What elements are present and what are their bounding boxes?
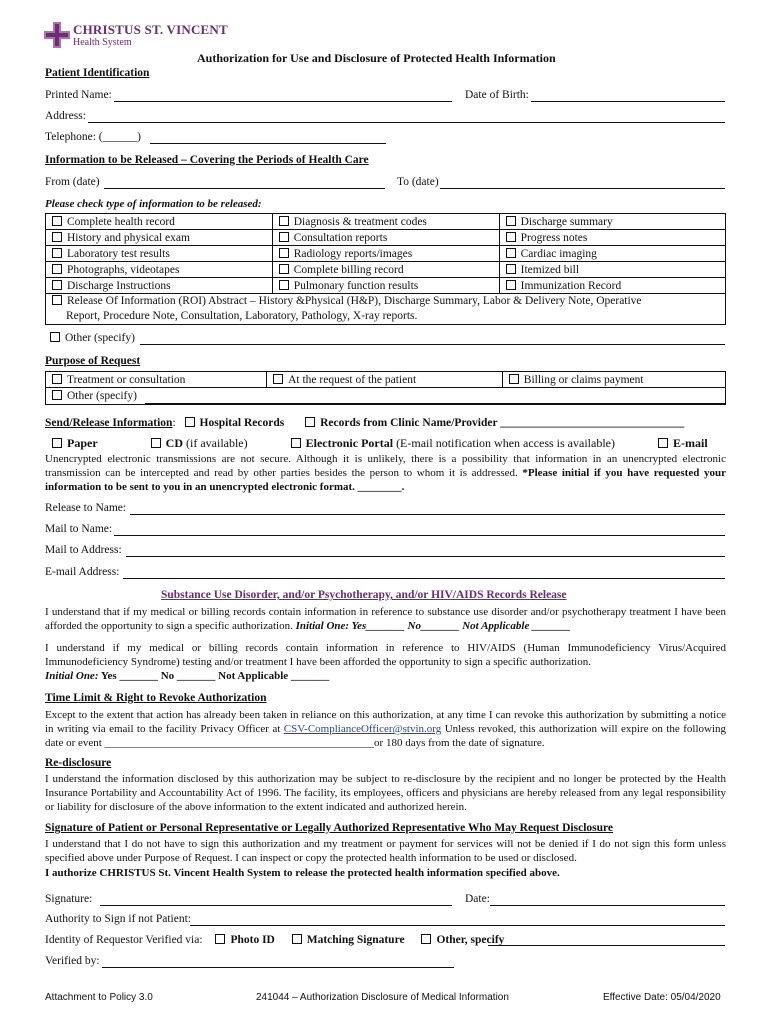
email-checkbox[interactable] [658,438,668,448]
checklist-option-label: Immunization Record [520,279,622,292]
checklist-row [46,246,726,262]
checkbox[interactable] [52,216,62,226]
identity-line [45,934,504,946]
send-label: Send/Release Information [45,417,173,429]
checkbox[interactable] [52,232,62,242]
checkbox[interactable] [506,264,516,274]
roi-cell[interactable] [46,294,726,325]
footer-effective-date: Effective Date: 05/04/2020 [603,992,721,1003]
checkbox[interactable] [52,295,62,305]
checklist-row [46,262,726,278]
info-heading: Information to be Released – Covering the Periods of Health Care [45,154,369,166]
printed-name-label: Printed Name: [45,89,112,101]
checkbox[interactable] [273,374,283,384]
telephone-label: Telephone: (______) [45,131,141,143]
checklist-option-label: Discharge Instructions [67,279,171,292]
redisclosure-paragraph: I understand the information disclosed by this authorization may be subject to re-disclosure by the recipient and no longer be protected by the Health Insurance Portability and Accountability Act of 1996. The facility, its employees, officers and physicians are hereby released from any legal responsibility or liability for disclosure of the above information to the extent indicated and authorized herein. [45,773,726,813]
checkbox[interactable] [279,248,289,258]
to-date-field[interactable] [440,188,725,189]
checklist-option-label: Complete health record [67,215,175,228]
privacy-officer-email-link[interactable]: CSV-ComplianceOfficer@stvin.org [283,723,442,735]
checklist-option-label: Cardiac imaging [520,247,597,260]
photo-id-label: Photo ID [230,934,275,946]
checklist-option-label: History and physical exam [67,231,190,244]
checklist-option-label: Photographs, videotapes [67,263,180,276]
email-address-label: E-mail Address: [45,566,120,578]
checkbox[interactable] [279,280,289,290]
matching-signature-label: Matching Signature [306,934,405,946]
portal-checkbox[interactable] [291,438,301,448]
authorize-statement: I authorize CHRISTUS St. Vincent Health System to release the protected health information specified above. [45,867,560,879]
redisclosure-heading: Re-disclosure [45,757,112,769]
mail-to-field[interactable] [114,535,725,536]
encryption-warning [45,452,726,494]
purpose-heading: Purpose of Request [45,355,141,367]
revoke-text-2: Unless revoked, this authorization will expire on the following date or event _________________________________________________or 180 days from the date of signature. [45,723,727,749]
warning-text: Unencrypted electronic transmissions are not secure. Although it is unlikely, there is a possibility that information in an unencrypted electronic transmission can be intercepted and read by other parties besides the person to whom it is addressed. [45,453,726,479]
purpose-option-label: Treatment or consultation [67,373,186,386]
checkbox[interactable] [279,232,289,242]
substance-text: I understand that if my medical or billing records contain information in reference to substance use disorder and/or psychotherapy treatment I have been afforded the opportunity to sign a specific authorization. [45,606,726,632]
checklist-option[interactable] [499,230,725,246]
mail-address-field[interactable] [126,556,725,557]
paper-label: Paper [67,436,98,450]
purpose-other-field[interactable] [145,403,725,404]
hospital-checkbox[interactable] [185,417,195,427]
cd-label: CD [165,436,183,450]
dob-label: Date of Birth: [465,89,529,101]
checklist-option[interactable] [499,214,725,230]
info-other-field[interactable] [140,344,725,345]
clinic-checkbox[interactable] [305,417,315,427]
send-line: Send/Release Information: Hospital Records Records from Clinic Name/Provider ________________________________ [45,417,685,429]
purpose-other-label: Other (specify) [67,390,137,402]
checklist-option[interactable] [272,262,499,278]
purpose-option-label: At the request of the patient [288,373,417,386]
checkbox[interactable] [52,280,62,290]
checklist-option-label: Pulmonary function results [293,279,419,292]
dob-field[interactable] [531,101,725,102]
other-specify-field[interactable] [488,945,725,946]
purpose-option[interactable] [502,372,725,388]
checkbox[interactable] [52,264,62,274]
checklist-option[interactable] [46,278,273,294]
checklist-option[interactable] [46,230,273,246]
hiv-paragraph: I understand if my medical or billing records contain information in reference to HIV/AIDS (Human Immunodeficiency Virus/Acquired Immunodeficiency Syndrome) testing and/or treatment I have been afforded the opportunity to sign a specific authorization. [45,642,726,668]
mail-address-label: Mail to Address: [45,544,122,556]
info-checklist [45,213,726,325]
checklist-option-label: Diagnosis & treatment codes [293,215,427,228]
checklist-option[interactable] [272,278,499,294]
footer-form-id: 241044 – Authorization Disclosure of Medical Information [256,992,509,1003]
date-field[interactable] [490,905,725,906]
checklist-option-label: Discharge summary [520,215,613,228]
checkbox[interactable] [52,390,62,400]
authority-field[interactable] [190,925,725,926]
clinic-label: Records from Clinic Name/Provider ________________________________ [320,417,685,429]
address-field[interactable] [88,122,725,123]
checklist-option[interactable] [46,246,273,262]
check-prompt: Please check type of information to be released: [45,198,262,210]
checkbox[interactable] [506,280,516,290]
substance-paragraph [45,605,726,633]
purpose-option[interactable] [46,372,267,388]
checkbox[interactable] [279,216,289,226]
format-line [52,436,708,451]
from-date-field[interactable] [104,188,385,189]
revoke-text: Except to the extent that action has already been taken in reliance on this authorization, at any time I can revoke this authorization by submitting a notice in writing via email to the facility Privacy Officer at [45,709,726,735]
hiv-initial-line [45,670,329,682]
checklist-row [46,278,726,294]
checklist-option-label: Laboratory test results [67,247,170,260]
checkbox[interactable] [509,374,519,384]
purpose-checklist [45,371,726,405]
checklist-option[interactable] [272,246,499,262]
verified-by-label: Verified by: [45,955,100,967]
checklist-row [46,214,726,230]
warning-initial: *Please initial if you have requested your information to be sent to you in an unencrypted electronic format. ________. [45,467,726,493]
logo-name: CHRISTUS ST. VINCENT [73,22,228,37]
from-date-label: From (date) [45,176,100,188]
checkbox[interactable] [52,374,62,384]
other-specify-checkbox[interactable] [421,934,431,944]
info-other[interactable] [50,332,135,344]
authority-label: Authority to Sign if not Patient: [45,913,191,925]
checkbox[interactable] [506,232,516,242]
signature-label: Signature: [45,893,93,905]
email-address-field[interactable] [123,578,725,579]
logo-subtitle: Health System [73,37,132,48]
checklist-option-label: Complete billing record [293,263,404,276]
checkbox[interactable] [506,248,516,258]
photo-id-checkbox[interactable] [215,934,225,944]
paper-checkbox[interactable] [52,438,62,448]
checkbox[interactable] [506,216,516,226]
hiv-initial: Yes _______ No _______ Not Applicable _______ [100,670,330,682]
portal-note: (E-mail notification when access is available) [396,436,615,450]
matching-signature-checkbox[interactable] [292,934,302,944]
revoke-paragraph [45,708,726,750]
purpose-other-cell[interactable] [46,388,726,405]
revoke-heading: Time Limit & Right to Revoke Authorization [45,692,267,704]
roi-text: Release Of Information (ROI) Abstract – History &Physical (H&P), Discharge Summary, Labor & Delivery Note, Operative [67,295,642,307]
checklist-option-label: Consultation reports [293,231,388,244]
roi-text-2: Report, Procedure Note, Consultation, Laboratory, Pathology, X-ray reports. [66,310,418,322]
checklist-option-label: Itemized bill [520,263,580,276]
checklist-row [46,230,726,246]
footer-policy: Attachment to Policy 3.0 [45,992,153,1003]
page-title: Authorization for Use and Disclosure of Protected Health Information [197,51,556,65]
substance-heading: Substance Use Disorder, and/or Psychotherapy, and/or HIV/AIDS Records Release [161,589,567,601]
signature-field[interactable] [100,905,452,906]
substance-initial: Initial One: Yes_______ No_______ Not Applicable _______ [295,620,571,632]
checklist-option[interactable] [272,214,499,230]
purpose-option[interactable] [267,372,503,388]
hiv-initial-label: Initial One: [45,670,99,682]
signature-paragraph: I understand that I do not have to sign this authorization and my treatment or payment for services will not be denied if I do not sign this form unless specified above under Purpose of Request. I can inspect or copy the protected health information to be used or disclosed. [45,838,726,864]
christus-logo-icon [44,22,70,48]
checklist-option[interactable] [272,230,499,246]
purpose-option-label: Billing or claims payment [523,373,644,386]
date-label: Date: [465,893,490,905]
portal-label: Electronic Portal [305,436,394,450]
email-label: E-mail [672,436,708,450]
checklist-option-label: Radiology reports/images [293,247,413,260]
verified-by-field[interactable] [102,967,454,968]
to-date-label: To (date) [397,176,439,188]
checklist-option[interactable] [499,246,725,262]
cd-checkbox[interactable] [151,438,161,448]
checkbox[interactable] [279,264,289,274]
patient-heading: Patient Identification [45,67,150,79]
checklist-option[interactable] [499,262,725,278]
checklist-option[interactable] [46,214,273,230]
mail-to-label: Mail to Name: [45,523,113,535]
release-to-field[interactable] [130,514,725,515]
identity-label: Identity of Requestor Verified via: [45,934,203,946]
other-specify-label: Other, specify [436,934,505,946]
checklist-option-label: Progress notes [520,231,588,244]
hospital-label: Hospital Records [199,417,285,429]
signature-heading: Signature of Patient or Personal Representative or Legally Authorized Representative Who May Request Disclosure [45,822,614,834]
checklist-option[interactable] [46,262,273,278]
checkbox[interactable] [50,332,60,342]
address-label: Address: [45,110,86,122]
info-other-label: Other (specify) [65,332,135,344]
checklist-option[interactable] [499,278,725,294]
cd-note: (if available) [186,436,248,450]
release-to-label: Release to Name: [45,502,127,514]
checkbox[interactable] [52,248,62,258]
printed-name-field[interactable] [114,101,452,102]
telephone-field[interactable] [150,143,386,144]
